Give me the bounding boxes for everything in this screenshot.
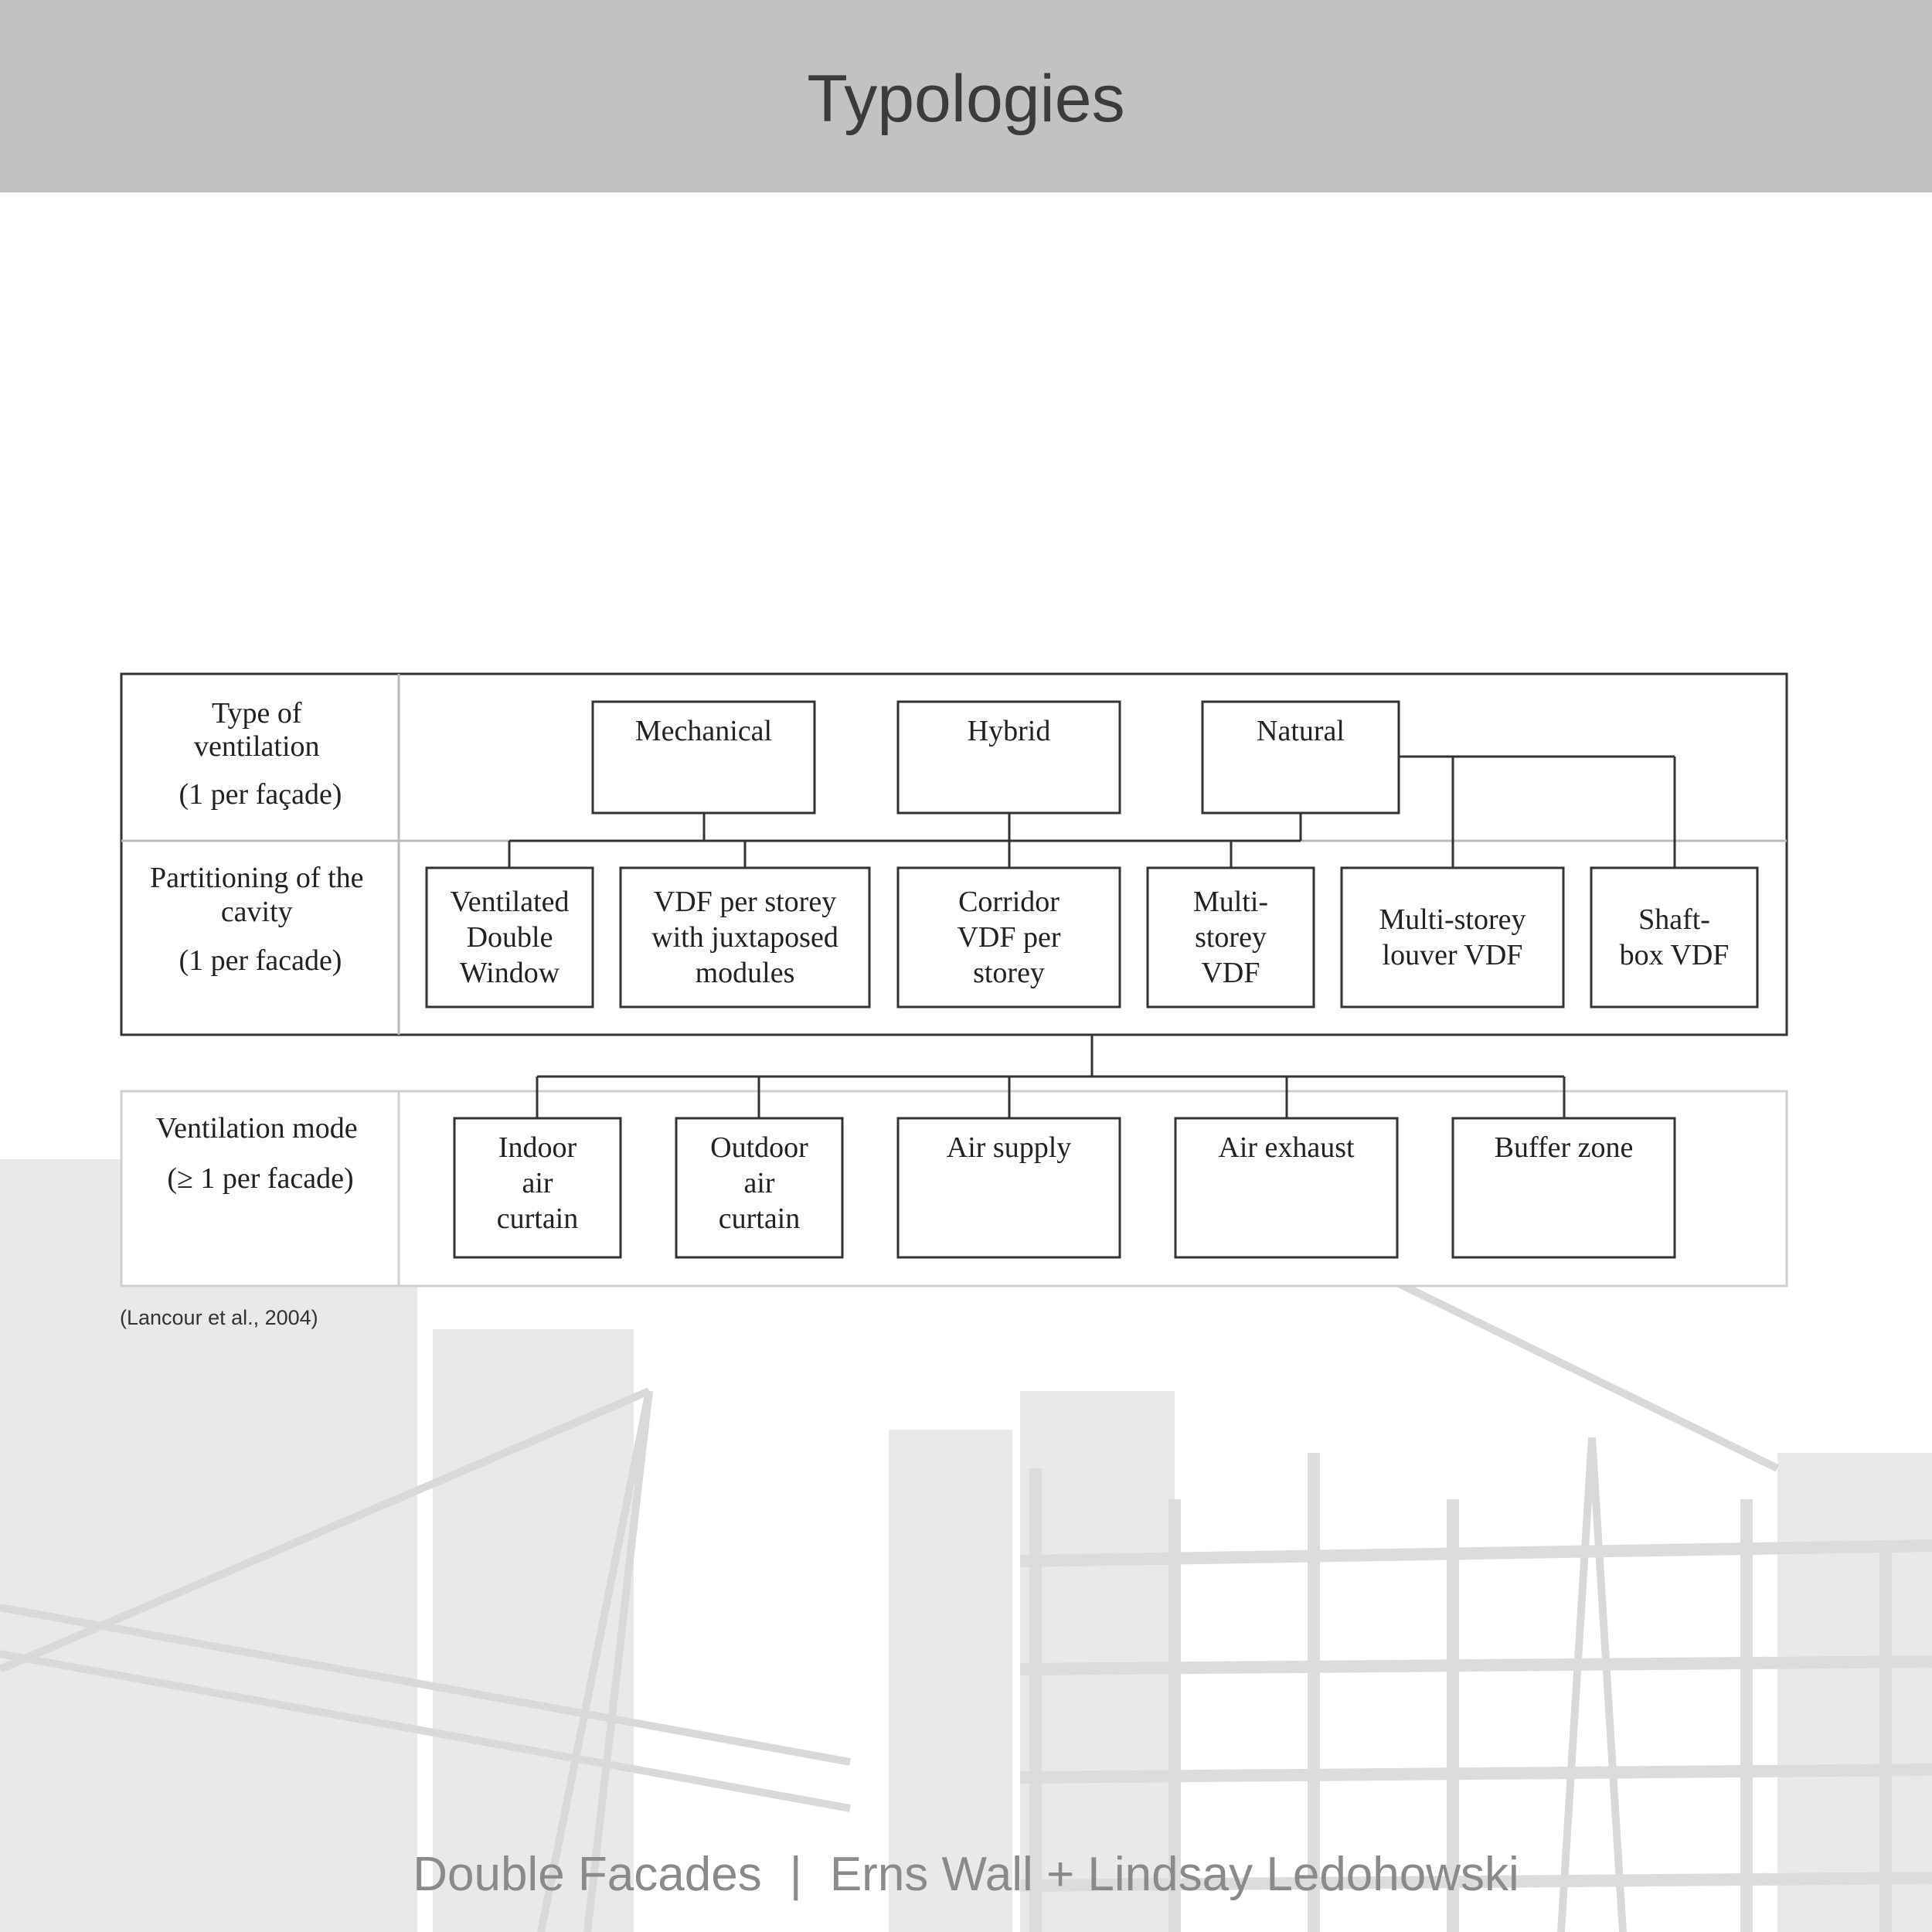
- partition-node-label: VDF per storey with juxtaposed modules: [651, 886, 838, 989]
- footer-title: Double Facades: [413, 1848, 762, 1901]
- footer-separator: |: [789, 1848, 802, 1901]
- ventilation-mode-node-label: Outdoor air curtain: [710, 1131, 808, 1235]
- ventilation-mode-node-label: Buffer zone: [1494, 1131, 1634, 1164]
- partition-node-box: [1591, 868, 1757, 1007]
- footer: [0, 1847, 1932, 1902]
- row-label-type-of-ventilation: Type of ventilation (1 per façade): [179, 697, 342, 811]
- row-label-partitioning: Partitioning of the cavity (1 per facade): [149, 862, 364, 977]
- ventilation-mode-node-label: Air exhaust: [1218, 1131, 1355, 1164]
- ventilation-type-node-label: Natural: [1257, 715, 1345, 747]
- row-label-ventilation-mode: Ventilation mode (≥ 1 per facade): [155, 1112, 358, 1195]
- partition-node-label: Ventilated Double Window: [450, 886, 570, 989]
- partition-node-label: Shaft-box VDF: [1619, 903, 1730, 971]
- partition-node-label: Corridor VDF per storey: [957, 886, 1061, 989]
- ventilation-type-node-label: Mechanical: [634, 715, 773, 747]
- footer-authors: Erns Wall + Lindsay Ledohowski: [829, 1848, 1519, 1901]
- citation: (Lancour et al., 2004): [120, 1306, 318, 1329]
- partition-node-label: Multi-storey louver VDF: [1379, 903, 1526, 971]
- page-title: Typologies: [807, 62, 1125, 136]
- partition-node-box: [1342, 868, 1563, 1007]
- partition-node-label: Multi-storey VDF: [1192, 886, 1269, 989]
- ventilation-mode-node-label: Indoor air curtain: [496, 1131, 579, 1235]
- ventilation-mode-node-label: Air supply: [946, 1131, 1072, 1164]
- ventilation-type-node-label: Hybrid: [967, 715, 1051, 747]
